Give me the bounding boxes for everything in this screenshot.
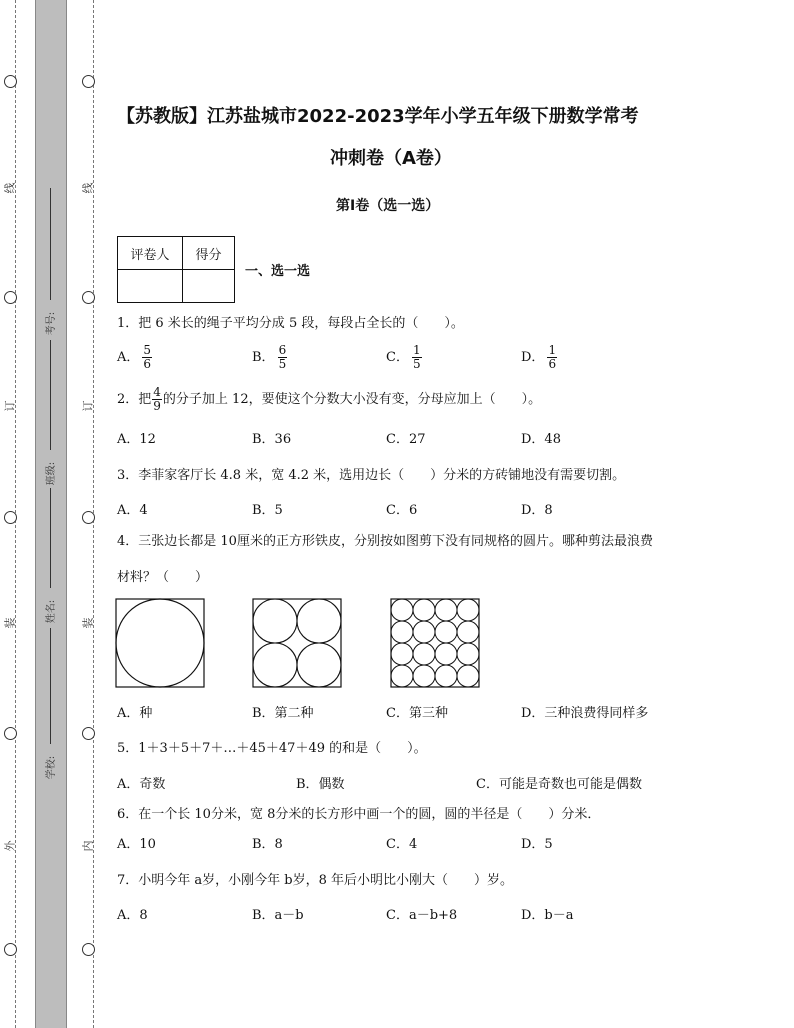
question-7: 7．小明今年 a岁，小刚今年 b岁，8 年后小明比小刚大（ ）岁。 bbox=[117, 873, 514, 888]
q4-option-b: B．第二种 bbox=[252, 706, 314, 721]
field-line bbox=[50, 340, 51, 450]
field-line bbox=[50, 188, 51, 300]
q3-option-b: B．5 bbox=[252, 503, 283, 518]
q5-option-a: A．奇数 bbox=[117, 777, 166, 792]
q3-option-c: C．6 bbox=[386, 503, 418, 518]
circle-cutout bbox=[391, 599, 413, 621]
score-box bbox=[117, 236, 235, 303]
q2-option-d: D．48 bbox=[521, 432, 561, 447]
field-school: 学校: bbox=[46, 755, 58, 780]
q1-option-d: D． $\frac{1}{6}$ bbox=[521, 343, 557, 371]
circle-cutout bbox=[253, 599, 297, 643]
circle-cutout bbox=[253, 643, 297, 687]
hole-circle bbox=[82, 943, 95, 956]
hole-circle bbox=[4, 727, 17, 740]
q7-option-d: D．b－a bbox=[521, 908, 574, 923]
q2-option-c: C．27 bbox=[386, 432, 426, 447]
circle-cutout bbox=[391, 643, 413, 665]
margin-mark-outer: 外 bbox=[3, 840, 17, 852]
question-1: 1．把 6 米长的绳子平均分成 5 段，每段占全长的（ ）。 bbox=[117, 316, 464, 331]
question-2: 2．把 $\frac{4}{9}$ 的分子加上 12，要使这个分数大小没有变，分母应加上（ ）。 bbox=[117, 385, 542, 413]
circle-cutout bbox=[391, 665, 413, 687]
square-outline bbox=[253, 599, 341, 687]
score-box-score-cell[interactable] bbox=[183, 270, 235, 303]
field-class: 班级: bbox=[46, 461, 58, 486]
hole-circle bbox=[82, 75, 95, 88]
q5-option-c: C．可能是奇数也可能是偶数 bbox=[476, 777, 642, 792]
circle-cutout bbox=[457, 621, 479, 643]
exam-title-line2: 冲刺卷（A卷） bbox=[330, 148, 452, 169]
q4-option-c: C．第三种 bbox=[386, 706, 448, 721]
q6-option-d: D．5 bbox=[521, 837, 553, 852]
circle-cutout bbox=[457, 665, 479, 687]
binding-band bbox=[35, 0, 67, 1028]
margin-mark-inner: 内 bbox=[81, 840, 95, 852]
score-box-grader-cell[interactable] bbox=[118, 270, 183, 303]
exam-title-line1: 【苏教版】江苏盐城市2022-2023学年小学五年级下册数学常考 bbox=[117, 106, 639, 127]
circle-cutout bbox=[116, 599, 204, 687]
circle-cutout bbox=[457, 599, 479, 621]
question-6: 6．在一个长 10分米，宽 8分米的长方形中画一个的圆，圆的半径是（ ）分米． bbox=[117, 807, 601, 822]
hole-circle bbox=[4, 511, 17, 524]
question-3: 3．李菲家客厅长 4.8 米，宽 4.2 米，选用边长（ ）分米的方砖铺地没有需要切割。 bbox=[117, 468, 626, 483]
volume-heading: 第I卷（选一选） bbox=[336, 198, 440, 214]
circle-cutout bbox=[435, 621, 457, 643]
figure-sixteen-circles bbox=[390, 598, 482, 690]
margin-mark-outer: 装 bbox=[3, 617, 17, 629]
q1-option-c: C． $\frac{1}{5}$ bbox=[386, 343, 421, 371]
margin-mark-inner: 装 bbox=[81, 617, 95, 629]
section-heading: 一、选一选 bbox=[245, 264, 311, 279]
q1-option-b: B． $\frac{6}{5}$ bbox=[252, 343, 287, 371]
q3-option-d: D．8 bbox=[521, 503, 553, 518]
question-5: 5．1＋3＋5＋7＋…＋45＋47＋49 的和是（ ）。 bbox=[117, 741, 427, 756]
margin-mark-inner: 订 bbox=[81, 400, 95, 412]
q7-option-a: A．8 bbox=[117, 908, 148, 923]
circle-cutout bbox=[435, 643, 457, 665]
circle-cutout bbox=[457, 643, 479, 665]
q6-option-b: B．8 bbox=[252, 837, 283, 852]
score-box-score-label: 得分 bbox=[183, 237, 235, 270]
hole-circle bbox=[82, 291, 95, 304]
circle-cutout bbox=[413, 643, 435, 665]
q2-option-b: B．36 bbox=[252, 432, 292, 447]
q6-option-a: A．10 bbox=[117, 837, 156, 852]
q7-option-b: B．a－b bbox=[252, 908, 304, 923]
q4-option-a: A．种 bbox=[117, 706, 153, 721]
q6-option-c: C．4 bbox=[386, 837, 418, 852]
score-box-grader-label: 评卷人 bbox=[118, 237, 183, 270]
hole-circle bbox=[4, 291, 17, 304]
field-name: 姓名: bbox=[46, 599, 58, 624]
hole-circle bbox=[4, 75, 17, 88]
q3-option-a: A．4 bbox=[117, 503, 148, 518]
circle-cutout bbox=[413, 599, 435, 621]
figure-four-circles bbox=[252, 598, 344, 690]
circle-cutout bbox=[413, 665, 435, 687]
circle-cutout bbox=[435, 599, 457, 621]
circle-cutout bbox=[391, 621, 413, 643]
circle-cutout bbox=[413, 621, 435, 643]
question-4-cont: 材料？（ ） bbox=[117, 570, 209, 585]
circle-cutout bbox=[297, 599, 341, 643]
q5-option-b: B．偶数 bbox=[296, 777, 345, 792]
hole-circle bbox=[82, 727, 95, 740]
margin-mark-inner: 线 bbox=[81, 182, 95, 194]
figure-one-circle bbox=[115, 598, 207, 690]
q7-option-c: C．a－b+8 bbox=[386, 908, 458, 923]
q1-option-a: A． $\frac{5}{6}$ bbox=[117, 343, 152, 371]
field-line bbox=[50, 628, 51, 744]
field-line bbox=[50, 488, 51, 588]
margin-mark-outer: 订 bbox=[3, 400, 17, 412]
hole-circle bbox=[4, 943, 17, 956]
hole-circle bbox=[82, 511, 95, 524]
field-exam-number: 考号: bbox=[46, 311, 58, 336]
margin-mark-outer: 线 bbox=[3, 182, 17, 194]
q4-option-d: D．三种浪费得同样多 bbox=[521, 706, 649, 721]
question-4: 4．三张边长都是 10厘米的正方形铁皮，分别按如图剪下没有同规格的圆片。哪种剪法最浪费 bbox=[117, 534, 653, 549]
circle-cutout bbox=[435, 665, 457, 687]
q2-option-a: A．12 bbox=[117, 432, 156, 447]
circle-cutout bbox=[297, 643, 341, 687]
